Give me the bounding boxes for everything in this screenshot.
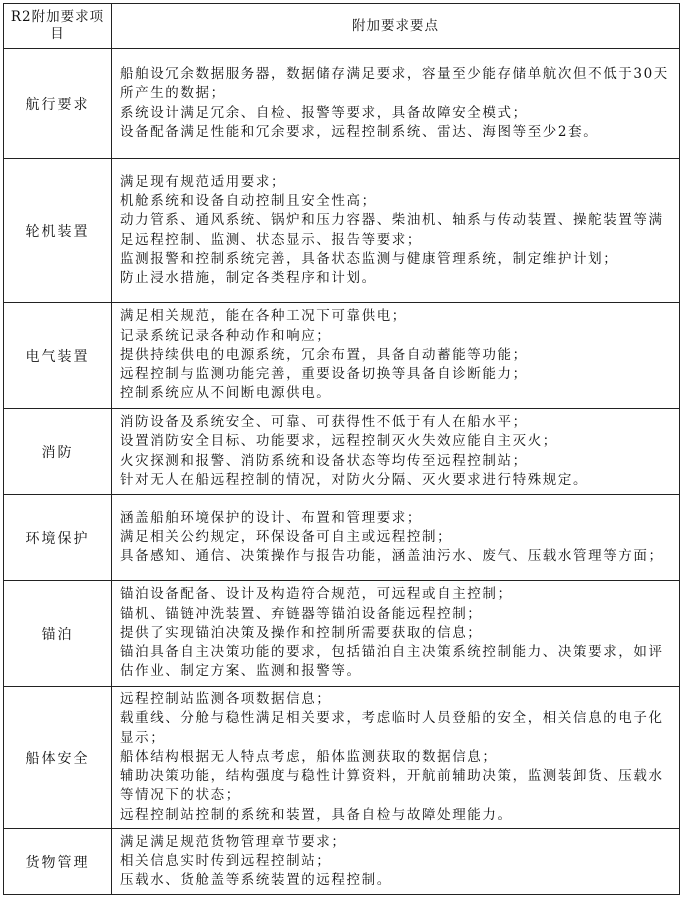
table-header-row [4, 4, 680, 49]
requirement-item: 锚泊具备自主决策功能的要求，包括锚泊自主决策系统控制能力、决策要求，如评估作业、制定方案、监测和报警等。 [120, 644, 664, 680]
requirement-item: 载重线、分舱与稳性满足相关要求，考虑临时人员登船的安全，相关信息的电子化显示； [120, 710, 664, 746]
table-row [4, 49, 680, 159]
requirement-item: 设备配备满足性能和冗余要求，远程控制系统、雷达、海图等至少2套。 [120, 123, 599, 140]
header-category: R2附加要求项目 [4, 4, 112, 49]
row-category: 锚泊 [4, 581, 112, 687]
table-body [4, 49, 680, 895]
row-requirements [112, 687, 680, 829]
requirement-item: 动力管系、通风系统、锅炉和压力容器、柴油机、轴系与传动装置、操舵装置等满足远程控制、监测、状态显示、报告等要求； [120, 212, 664, 248]
requirement-item: 提供持续供电的电源系统，冗余布置，具备自动蓄能等功能； [120, 346, 528, 363]
row-requirements [112, 409, 680, 495]
requirement-item: 远程控制站监测各项数据信息； [120, 691, 332, 708]
row-requirements [112, 303, 680, 409]
requirement-item: 具备感知、通信、决策操作与报告功能，涵盖油污水、废气、压载水管理等方面； [120, 548, 664, 565]
requirement-item: 满足现有规范适用要求； [120, 173, 287, 190]
row-category: 环境保护 [4, 495, 112, 581]
row-requirements [112, 829, 680, 895]
requirement-item: 锚机、锚链冲洗装置、弃链器等锚泊设备能远程控制； [120, 605, 483, 622]
row-requirements [112, 495, 680, 581]
requirement-item: 压载水、货舱盖等系统装置的远程控制。 [120, 872, 392, 889]
table-row [4, 495, 680, 581]
requirement-item: 火灾探测和报警、消防系统和设备状态等均传至远程控制站； [120, 452, 528, 469]
row-category: 航行要求 [4, 49, 112, 159]
requirement-item: 远程控制与监测功能完善，重要设备切换等具备自诊断能力； [120, 366, 528, 383]
requirement-item: 控制系统应从不间断电源供电。 [120, 385, 332, 402]
requirement-item: 满足满足规范货物管理章节要求； [120, 833, 347, 850]
table-row [4, 829, 680, 895]
requirement-item: 锚泊设备配备、设计及构造符合规范，可远程或自主控制； [120, 586, 513, 603]
requirement-item: 满足相关公约规定，环保设备可自主或远程控制； [120, 528, 453, 545]
requirements-table [3, 3, 680, 895]
requirement-item: 设置消防安全目标、功能要求，远程控制灭火失效应能自主灭火； [120, 433, 558, 450]
requirement-item: 船体结构根据无人特点考虑，船体监测获取的数据信息； [120, 748, 498, 765]
table-row [4, 409, 680, 495]
row-category: 轮机装置 [4, 159, 112, 303]
requirement-item: 提供了实现锚泊决策及操作和控制所需要获取的信息； [120, 624, 483, 641]
requirement-item: 满足相关规范，能在各种工况下可靠供电； [120, 308, 407, 325]
requirement-item: 机舱系统和设备自动控制且安全性高； [120, 193, 377, 210]
requirement-item: 防止浸水措施，制定各类程序和计划。 [120, 269, 377, 286]
table-row [4, 687, 680, 829]
table-row [4, 581, 680, 687]
requirement-item: 针对无人在船远程控制的情况，对防火分隔、灭火要求进行特殊规定。 [120, 471, 589, 488]
requirement-item: 监测报警和控制系统完善，具备状态监测与健康管理系统，制定维护计划； [120, 250, 619, 267]
table-row [4, 159, 680, 303]
row-category: 电气装置 [4, 303, 112, 409]
requirement-item: 相关信息实时传到远程控制站； [120, 852, 332, 869]
row-requirements [112, 49, 680, 159]
table-row [4, 303, 680, 409]
row-requirements [112, 159, 680, 303]
header-requirements: 附加要求要点 [112, 4, 680, 49]
requirement-item: 远程控制站控制的系统和装置，具备自检与故障处理能力。 [120, 806, 513, 823]
requirement-item: 辅助决策功能，结构强度与稳性计算资料，开航前辅助决策，监测装卸货、压载水等情况下的状态； [120, 768, 664, 804]
row-requirements [112, 581, 680, 687]
requirement-item: 船舶设冗余数据服务器，数据储存满足要求，容量至少能存储单航次但不低于30天所产生的数据； [120, 66, 669, 102]
row-category: 消防 [4, 409, 112, 495]
requirement-item: 涵盖船舶环境保护的设计、布置和管理要求； [120, 509, 422, 526]
requirement-item: 消防设备及系统安全、可靠、可获得性不低于有人在船水平； [120, 414, 528, 431]
requirement-item: 系统设计满足冗余、自检、报警等要求，具备故障安全模式； [120, 104, 528, 121]
row-category: 货物管理 [4, 829, 112, 895]
requirement-item: 记录系统记录各种动作和响应； [120, 327, 332, 344]
row-category: 船体安全 [4, 687, 112, 829]
